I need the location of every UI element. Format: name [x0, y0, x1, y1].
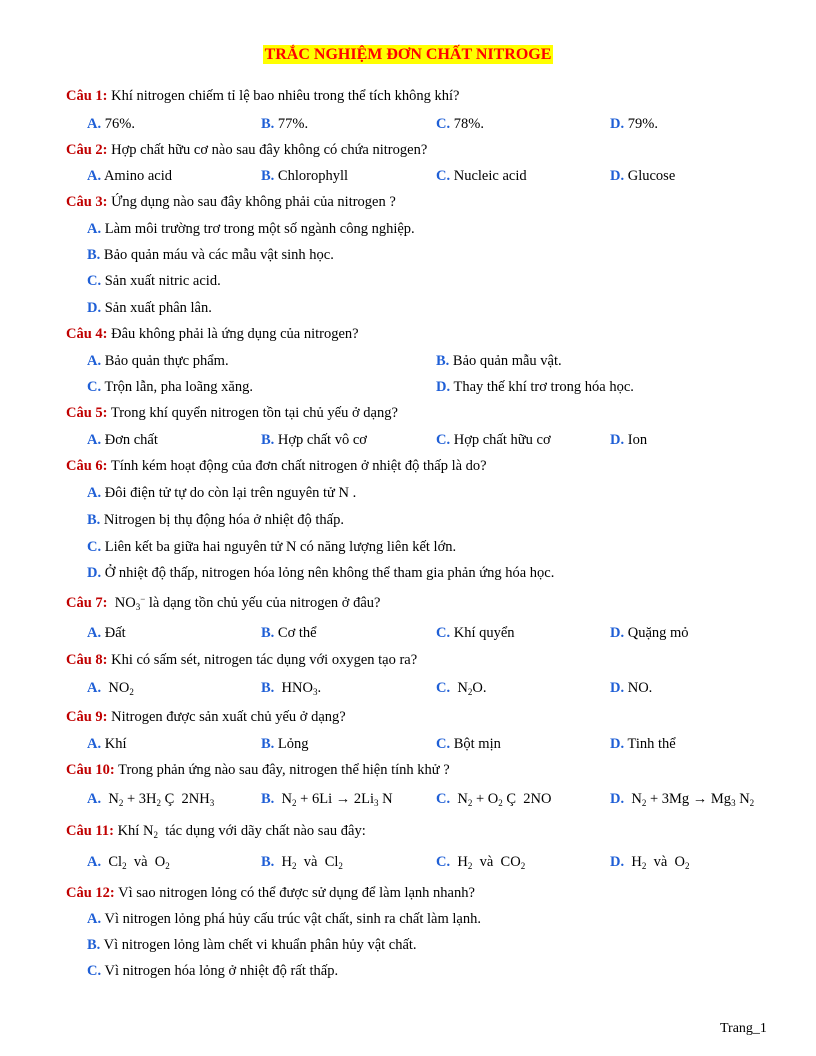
option-a: A. 76%.: [87, 116, 135, 132]
question-10: Câu 10: Trong phản ứng nào sau đây, nitrogen thể hiện tính khử ?: [66, 762, 450, 778]
option-b: B. $HNO_3$.: [261, 680, 322, 697]
option-c: C. Vì nitrogen hóa lỏng ở nhiệt độ rất thấp.: [87, 963, 339, 979]
option-c: C. Trộn lẫn, pha loãng xăng.: [87, 379, 253, 395]
option-b: B. 77%.: [261, 116, 309, 132]
option-c: C. $H_2$ và $CO_2$: [436, 854, 526, 871]
option-d: D. $H_2$ và $O_2$: [610, 854, 690, 871]
option-b: B. Hợp chất vô cơ: [261, 432, 367, 448]
option-d: D. 79%.: [610, 116, 658, 132]
option-d: D. Quặng mỏ: [610, 625, 689, 641]
option-a: A. Đất: [87, 625, 126, 641]
question-12: Câu 12: Vì sao nitrogen lỏng có thể được sử dụng để làm lạnh nhanh?: [66, 885, 475, 901]
option-b: B. Cơ thể: [261, 625, 317, 641]
option-a: A. Amino acid: [87, 168, 172, 184]
option-b: B. Bảo quản mẫu vật.: [436, 353, 562, 369]
question-11: Câu 11: Khí $N_2$ tác dụng với dãy chất nào sau đây:: [66, 823, 366, 840]
option-a: A. $Cl_2$ và $O_2$: [87, 854, 170, 871]
question-9: Câu 9: Nitrogen được sản xuất chủ yếu ở dạng?: [66, 709, 346, 725]
option-b: B. $N_2 + 6Li \to 2Li_3$ N: [261, 791, 393, 808]
option-a: A. Đơn chất: [87, 432, 158, 448]
option-d: D. Thay thế khí trơ trong hóa học.: [436, 379, 634, 395]
option-d: D. NO.: [610, 680, 653, 696]
question-6: Câu 6: Tính kém hoạt động của đơn chất nitrogen ở nhiệt độ thấp là do?: [66, 458, 487, 474]
option-b: B. Vì nitrogen lỏng làm chết vi khuẩn phân hủy vật chất.: [87, 937, 417, 953]
option-c: C. $N_2O$.: [436, 680, 487, 697]
option-d: D. Ở nhiệt độ thấp, nitrogen hóa lỏng nên không thể tham gia phản ứng hóa học.: [87, 565, 555, 581]
option-b: B. $H_2$ và $Cl_2$: [261, 854, 343, 871]
question-1: [66, 88, 459, 105]
option-a: A. $N_2 + 3H_2$ Ç $2NH_3$: [87, 791, 215, 808]
option-a: A. Vì nitrogen lỏng phá hủy cấu trúc vật chất, sinh ra chất làm lạnh.: [87, 911, 481, 927]
option-c: C. Bột mịn: [436, 736, 501, 752]
option-c: C. Hợp chất hữu cơ: [436, 432, 551, 448]
option-c: C. Nucleic acid: [436, 168, 527, 184]
option-b: B. Bảo quản máu và các mẫu vật sinh học.: [87, 247, 334, 263]
question-4: Câu 4: Đâu không phải là ứng dụng của nitrogen?: [66, 326, 359, 342]
option-d: D. Tinh thể: [610, 736, 676, 752]
option-c: C. Liên kết ba giữa hai nguyên tử N có năng lượng liên kết lớn.: [87, 539, 457, 555]
question-5: Câu 5: Trong khí quyển nitrogen tồn tại chủ yếu ở dạng?: [66, 405, 398, 421]
question-3: Câu 3: Ứng dụng nào sau đây không phải của nitrogen ?: [66, 194, 396, 210]
option-a: A. Bảo quản thực phẩm.: [87, 353, 229, 369]
option-b: B. Chlorophyll: [261, 168, 349, 184]
question-7: Câu 7: $NO_3^-$ là dạng tồn chủ yếu của nitrogen ở đâu?: [66, 594, 381, 612]
question-text: Khí nitrogen chiếm tỉ lệ bao nhiêu trong thể tích không khí?: [111, 88, 460, 104]
option-b: B. Lỏng: [261, 736, 309, 752]
option-c: C. $N_2 + O_2$ Ç 2NO: [436, 791, 552, 808]
option-c: C. Khí quyển: [436, 625, 515, 641]
option-a: A. Khí: [87, 736, 127, 752]
page-title: TRẮC NGHIỆM ĐƠN CHẤT NITROGE: [264, 46, 552, 63]
option-b: B. Nitrogen bị thụ động hóa ở nhiệt độ thấp.: [87, 512, 344, 528]
option-a: A. Làm môi trường trơ trong một số ngành công nghiệp.: [87, 221, 415, 237]
option-a: A. Đôi điện tử tự do còn lại trên nguyên tử N .: [87, 485, 357, 501]
option-d: D. Glucose: [610, 168, 676, 184]
question-2: Câu 2: Hợp chất hữu cơ nào sau đây không có chứa nitrogen?: [66, 142, 428, 158]
option-d: D. Sản xuất phân lân.: [87, 300, 212, 316]
option-a: A. $NO_2$: [87, 680, 134, 697]
option-d: D. $N_2 + 3Mg \to Mg_3$ $N_2$: [610, 791, 755, 808]
question-label: Câu 1:: [66, 88, 108, 104]
question-8: Câu 8: Khi có sấm sét, nitrogen tác dụng với oxygen tạo ra?: [66, 652, 418, 668]
page-number: Trang_1: [720, 1021, 767, 1036]
option-c: C. 78%.: [436, 116, 484, 132]
option-c: C. Sản xuất nitric acid.: [87, 273, 221, 289]
option-d: D. Ion: [610, 432, 648, 448]
